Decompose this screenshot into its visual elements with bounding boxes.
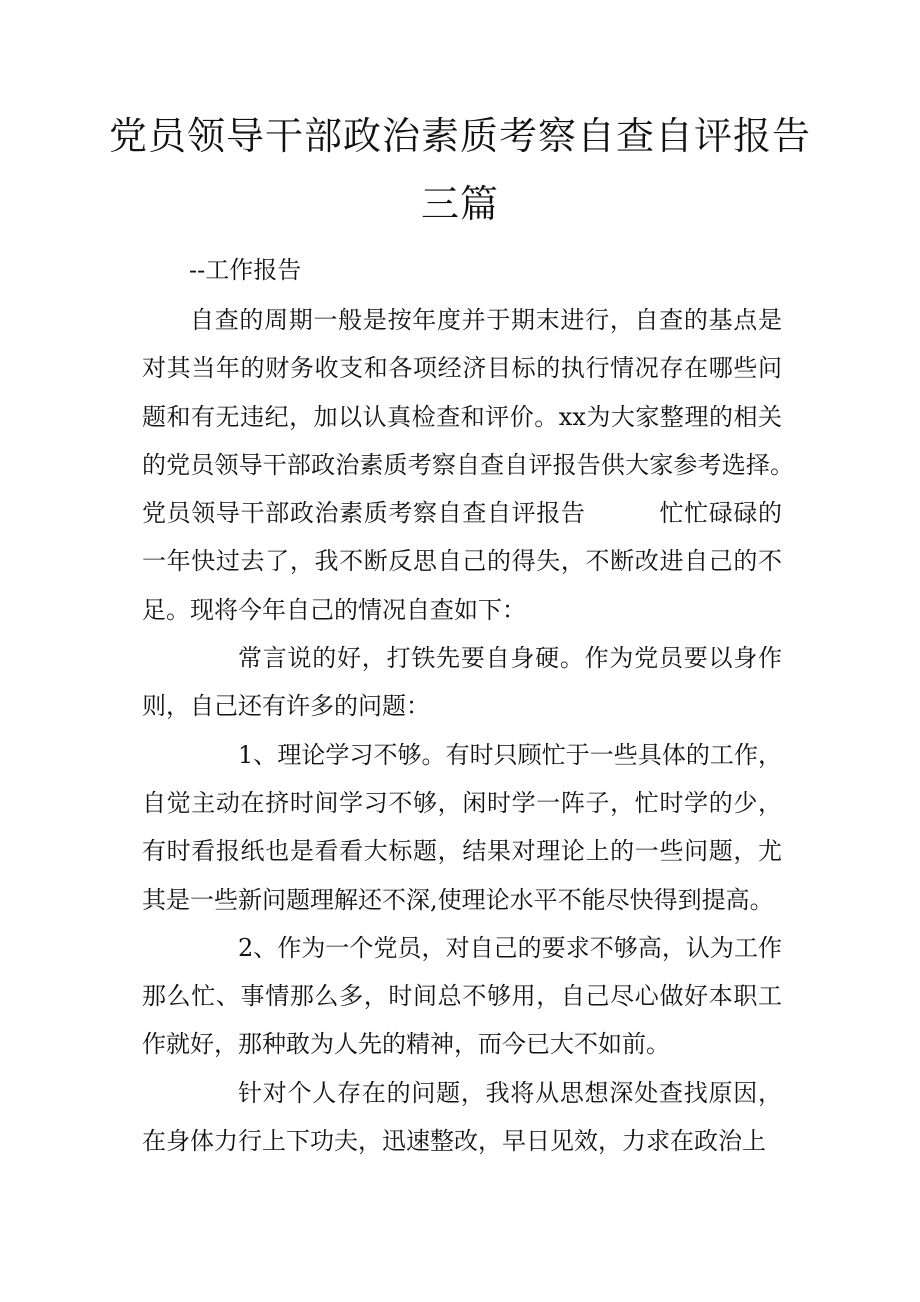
document-body: [142, 296, 854, 1165]
paragraph-remedy: 针对个人存在的问题，我将从思想深处查找原因，在身体力行上下功夫，迅速整改，早日见效，力求在政治上: [142, 1078, 782, 1156]
paragraph-intro: 自查的周期一般是按年度并于期末进行，自查的基点是对其当年的财务收支和各项经济目标的执行情况存在哪些问题和有无违纪，加以认真检查和评价。xx为大家整理的相关的党员领导干部政治素质考察自查自评报告供大家参考选择。 党员领导干部政治素质考察自查自评报告 忙忙碌碌的一年快过去了，我不断反思自己的得失，不断改进自己的不足。现将今年自己的情况自查如下：: [142, 306, 854, 624]
document-title-line-1: 党员领导干部政治素质考察自查自评报告: [108, 114, 811, 158]
paragraph-point-2: 2、作为一个党员，对自己的要求不够高，认为工作那么忙、事情那么多，时间总不够用，自己尽心做好本职工作就好，那种敢为人先的精神，而今已大不如前。: [142, 933, 782, 1059]
document-title-line-2: 三篇: [420, 182, 499, 226]
paragraph-point-1: 1、理论学习不够。有时只顾忙于一些具体的工作，自觉主动在挤时间学习不够，闲时学一阵子，忙时学的少，有时看报纸也是看看大标题，结果对理论上的一些问题，尤其是一些新问题理解还不深,使理论水平不能尽快得到提高。: [142, 740, 782, 914]
paragraph-problems: 常言说的好，打铁先要自身硬。作为党员要以身作则，自己还有许多的问题：: [142, 644, 782, 721]
document-subtitle: --工作报告: [189, 256, 302, 284]
